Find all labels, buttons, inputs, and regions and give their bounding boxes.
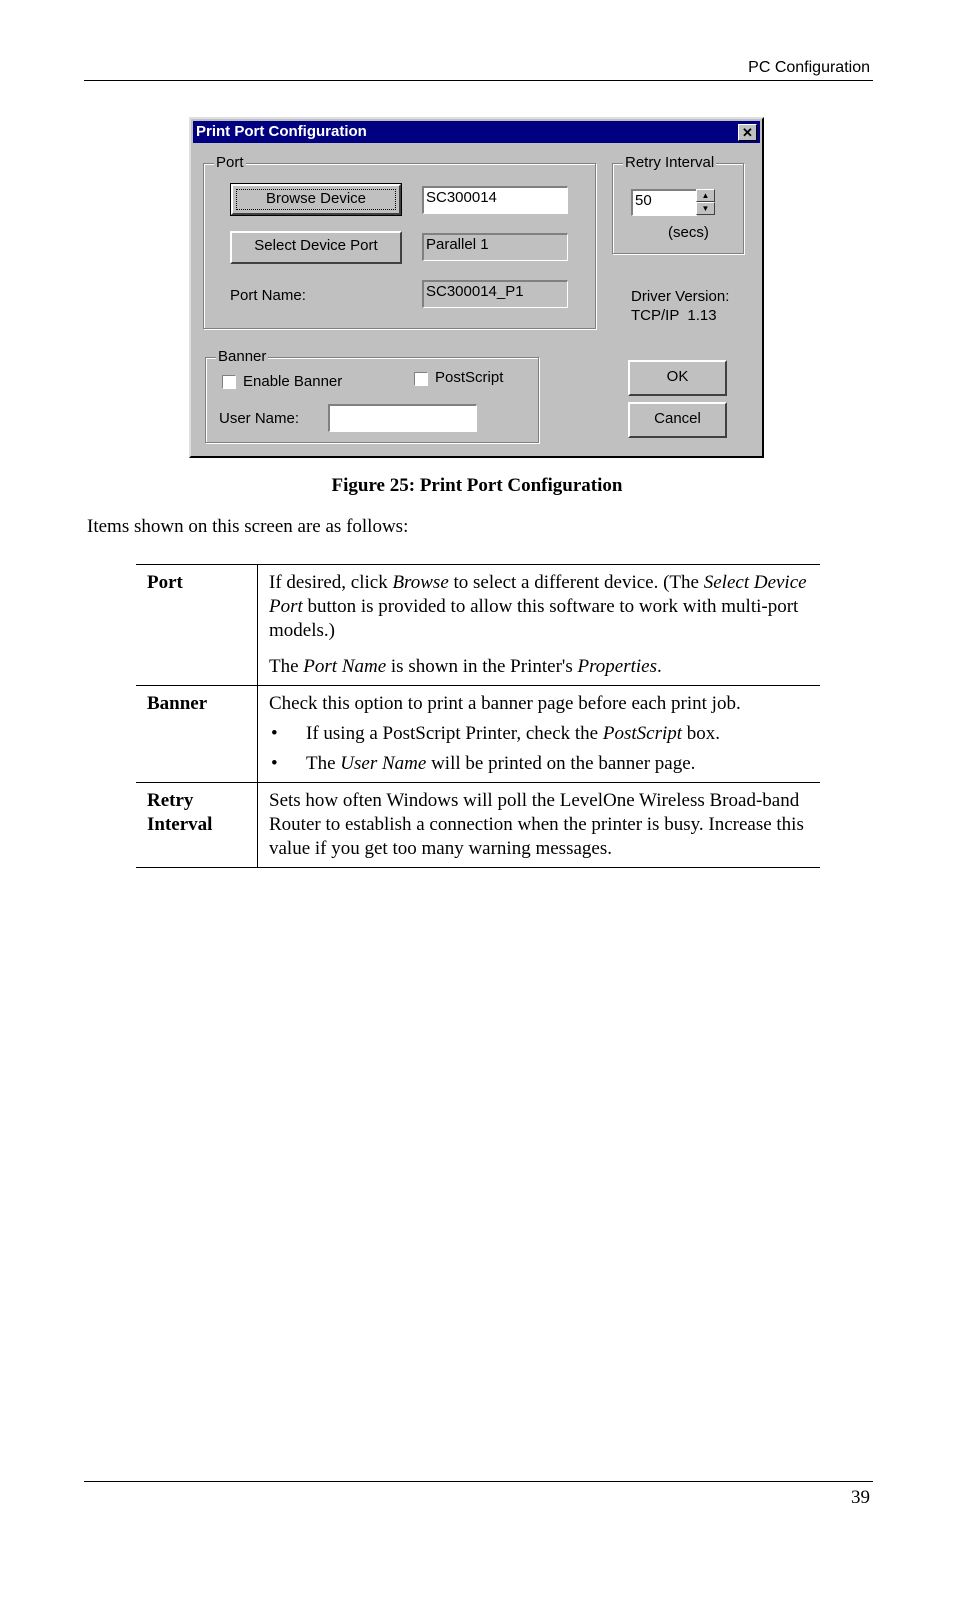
- retry-spinner[interactable]: [696, 189, 715, 215]
- spin-down-icon[interactable]: ▼: [696, 202, 715, 215]
- spin-up-icon[interactable]: ▲: [696, 189, 715, 202]
- ok-button[interactable]: [628, 360, 727, 396]
- header-section-title: PC Configuration: [748, 59, 870, 76]
- banner-group-label: Banner: [218, 348, 267, 365]
- port-paragraph-2: The Port Name is shown in the Printer's Properties.: [269, 656, 662, 677]
- banner-paragraph: Check this option to print a banner page before each print job.: [269, 693, 741, 714]
- driver-version-label: Driver Version:: [631, 288, 730, 305]
- cancel-label: Cancel: [654, 410, 701, 427]
- postscript-label[interactable]: PostScript: [435, 369, 504, 386]
- desc-retry-interval: Sets how often Windows will poll the LevelOne Wireless Broad-band Router to establish a connection when the printer is busy. Increase this value if you get too many warning messages.: [258, 783, 821, 868]
- dialog-title: Print Port Configuration: [196, 123, 367, 140]
- enable-banner-label[interactable]: Enable Banner: [243, 373, 343, 390]
- retry-interval-label: Retry Interval: [625, 154, 715, 171]
- port-paragraph-1: If desired, click Browse to select a different device. (The Select Device Port button is provided to allow this software to work with multi-port models.): [269, 572, 807, 641]
- close-icon[interactable]: ✕: [738, 124, 757, 141]
- list-item: • The User Name will be printed on the banner page.: [269, 752, 810, 776]
- select-device-port-label: Select Device Port: [254, 237, 378, 254]
- user-name-label: User Name:: [219, 410, 300, 427]
- intro-text: Items shown on this screen are as follows:: [87, 516, 409, 537]
- retry-unit: (secs): [668, 224, 709, 241]
- items-table: [136, 564, 820, 868]
- user-name-input[interactable]: [328, 404, 477, 432]
- ok-label: OK: [666, 368, 689, 385]
- table-row: [136, 686, 820, 783]
- port-name-label: Port Name:: [230, 287, 306, 304]
- page-number: 39: [851, 1487, 870, 1508]
- dialog-titlebar: [193, 121, 760, 143]
- figure-caption: Figure 25: Print Port Configuration: [331, 475, 623, 496]
- browse-device-button[interactable]: [231, 184, 401, 215]
- desc-port: [258, 565, 821, 686]
- driver-version-value: TCP/IP 1.13: [631, 307, 717, 324]
- list-item: • If using a PostScript Printer, check the PostScript box.: [269, 722, 810, 746]
- device-field[interactable]: SC300014: [422, 186, 568, 214]
- term-retry-interval: Retry Interval: [136, 783, 258, 868]
- term-port: Port: [136, 565, 258, 686]
- print-port-configuration-dialog: [189, 117, 764, 458]
- retry-interval-input[interactable]: 50: [631, 189, 697, 216]
- page-footer: [84, 1481, 873, 1508]
- page-header: [84, 58, 873, 81]
- browse-device-label: Browse Device: [265, 190, 367, 207]
- port-name-field: SC300014_P1: [422, 280, 568, 308]
- postscript-checkbox[interactable]: [414, 372, 428, 386]
- table-row: [136, 783, 820, 868]
- port-group-label: Port: [216, 154, 244, 171]
- desc-banner: [258, 686, 821, 783]
- term-banner: Banner: [136, 686, 258, 783]
- enable-banner-checkbox[interactable]: [222, 375, 236, 389]
- select-device-port-button[interactable]: [230, 231, 402, 264]
- table-row: [136, 565, 820, 686]
- port-field: Parallel 1: [422, 233, 568, 261]
- cancel-button[interactable]: [628, 402, 727, 438]
- banner-bullets: [269, 722, 810, 776]
